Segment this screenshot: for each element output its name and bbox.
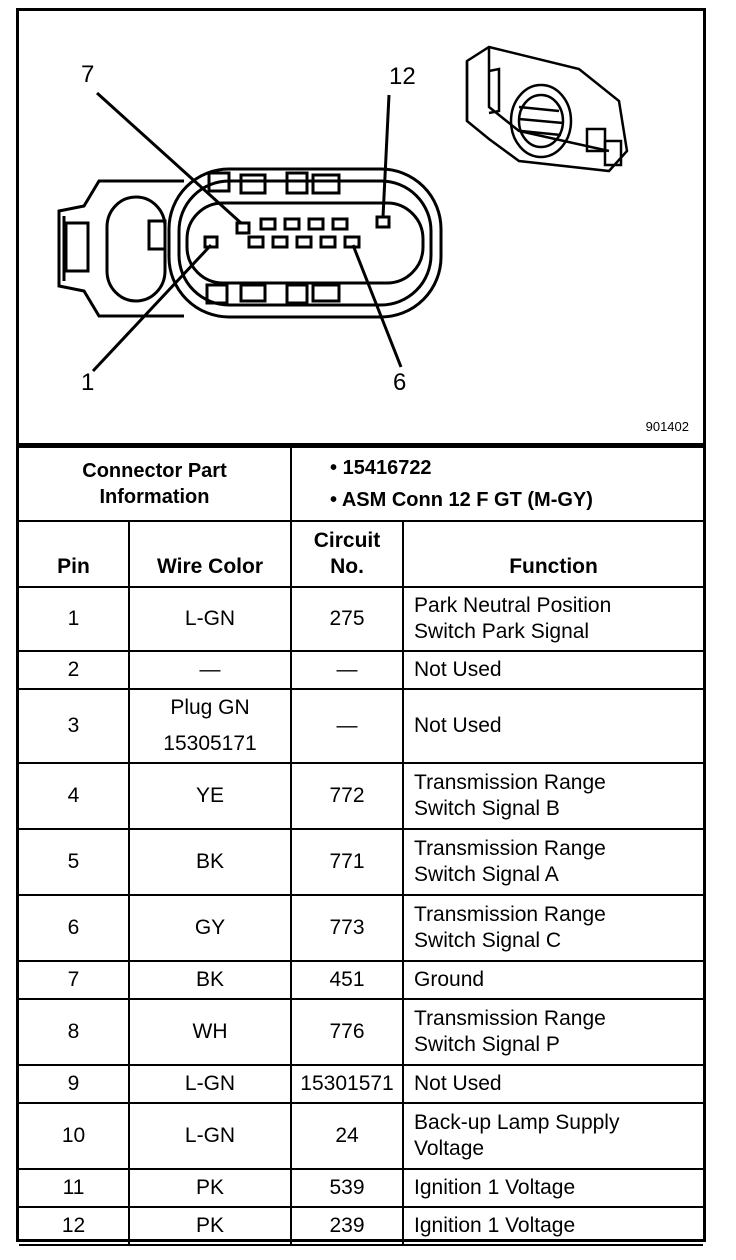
function-cell: [403, 1103, 703, 1169]
function-line-1: Not Used: [414, 658, 502, 681]
circuit-cell: 773: [291, 895, 403, 961]
header-wire-color: Wire Color: [129, 521, 291, 587]
wire-color-value: PK: [196, 1176, 225, 1199]
function-line-1: Park Neutral Position: [414, 594, 612, 617]
wire-color-cell: [129, 1207, 291, 1245]
function-line-2: Switch Signal C: [414, 929, 562, 952]
pin-cell: 4: [19, 763, 129, 829]
connector-sheet: [16, 8, 706, 1242]
connector-drawing: [19, 11, 703, 443]
table-row: [19, 999, 703, 1065]
wire-color-cell: [129, 689, 291, 763]
circuit-cell: 451: [291, 961, 403, 999]
connector-description: • ASM Conn 12 F GT (M-GY): [330, 489, 593, 511]
connector-figure: [19, 11, 703, 446]
function-line-1: Not Used: [414, 714, 502, 737]
pin-cell: 7: [19, 961, 129, 999]
part-number: • 15416722: [330, 457, 432, 479]
wire-color-value: BK: [196, 968, 225, 991]
pin-cell: 1: [19, 587, 129, 651]
pin-cavity: [187, 203, 423, 283]
callout-7: 7: [81, 61, 95, 88]
table-row: [19, 1065, 703, 1103]
connector-iso-view: [467, 47, 627, 171]
wire-color-value: PK: [196, 1214, 225, 1237]
wire-color-value: YE: [196, 784, 225, 807]
table-row: [19, 651, 703, 689]
wire-color-value: BK: [196, 850, 225, 873]
function-cell: [403, 651, 703, 689]
pinout-table: [19, 446, 703, 1246]
wire-color-value: L-GN: [184, 1124, 236, 1147]
table-row: [19, 763, 703, 829]
circuit-cell: 539: [291, 1169, 403, 1207]
circuit-cell: 772: [291, 763, 403, 829]
table-row: [19, 689, 703, 763]
wire-color-cell: [129, 1169, 291, 1207]
pin-cell: 11: [19, 1169, 129, 1207]
table-row: [19, 1207, 703, 1245]
connector-info-row: [19, 447, 703, 521]
wire-color-cell: [129, 1065, 291, 1103]
wire-color-cell: [129, 651, 291, 689]
function-line-1: Transmission Range: [414, 1007, 606, 1030]
function-cell: [403, 763, 703, 829]
wire-color-cell: [129, 763, 291, 829]
header-circuit: [291, 521, 403, 587]
function-cell: [403, 689, 703, 763]
function-line-2: Switch Park Signal: [414, 620, 590, 643]
header-circuit-l2: No.: [330, 555, 364, 578]
pin-cell: 3: [19, 689, 129, 763]
connector-info-values: [291, 447, 703, 521]
function-line-1: Transmission Range: [414, 903, 606, 926]
header-row: [19, 521, 703, 587]
leader-12: [383, 95, 389, 217]
wire-color-value: —: [199, 658, 221, 681]
wire-color-value: GY: [194, 916, 226, 939]
function-line-1: Back-up Lamp Supply: [414, 1111, 620, 1134]
table-row: [19, 587, 703, 651]
pin-cell: 6: [19, 895, 129, 961]
function-line-2: Switch Signal A: [414, 863, 559, 886]
function-line-1: Transmission Range: [414, 837, 606, 860]
header-function: Function: [403, 521, 703, 587]
function-cell: [403, 999, 703, 1065]
table-row: [19, 895, 703, 961]
pin-cell: 2: [19, 651, 129, 689]
table-row: [19, 961, 703, 999]
pin-cell: 10: [19, 1103, 129, 1169]
function-cell: [403, 1169, 703, 1207]
figure-id: 901402: [645, 419, 689, 434]
function-cell: [403, 895, 703, 961]
function-line-2: Switch Signal P: [414, 1033, 560, 1056]
function-cell: [403, 1207, 703, 1245]
function-line-2: Switch Signal B: [414, 797, 560, 820]
leader-1: [93, 245, 211, 371]
function-cell: [403, 1065, 703, 1103]
callout-1: 1: [81, 369, 95, 396]
circuit-cell: 776: [291, 999, 403, 1065]
wire-color-value: L-GN: [184, 1072, 236, 1095]
callout-12: 12: [389, 63, 416, 90]
connector-info-title: Connector Part Information: [19, 447, 291, 521]
wire-color-cell: [129, 1103, 291, 1169]
circuit-cell: 239: [291, 1207, 403, 1245]
table-row: [19, 1169, 703, 1207]
table-row: [19, 829, 703, 895]
function-line-2: Voltage: [414, 1137, 485, 1160]
function-line-1: Transmission Range: [414, 771, 606, 794]
wire-color-cell: [129, 895, 291, 961]
wire-color-cell: [129, 829, 291, 895]
wire-color-value: L-GN: [184, 607, 236, 630]
latch-tab: [66, 223, 88, 271]
wire-color-value: WH: [192, 1020, 228, 1043]
wire-color-value: Plug GN: [170, 696, 250, 719]
wire-color-part: 15305171: [163, 732, 257, 755]
header-pin: Pin: [19, 521, 129, 587]
function-cell: [403, 587, 703, 651]
header-circuit-l1: Circuit: [313, 529, 381, 552]
function-cell: [403, 961, 703, 999]
pin-cell: 5: [19, 829, 129, 895]
function-cell: [403, 829, 703, 895]
pin-cell: 9: [19, 1065, 129, 1103]
function-line-1: Not Used: [414, 1072, 502, 1095]
circuit-cell: 275: [291, 587, 403, 651]
wire-color-cell: [129, 587, 291, 651]
function-line-1: Ignition 1 Voltage: [414, 1214, 576, 1237]
callout-6: 6: [393, 369, 407, 396]
circuit-cell: 24: [291, 1103, 403, 1169]
function-line-1: Ignition 1 Voltage: [414, 1176, 576, 1199]
wire-color-cell: [129, 961, 291, 999]
function-line-1: Ground: [414, 968, 485, 991]
wire-color-cell: [129, 999, 291, 1065]
circuit-cell: —: [291, 651, 403, 689]
circuit-cell: 15301571: [291, 1065, 403, 1103]
pin-cell: 12: [19, 1207, 129, 1245]
table-row: [19, 1103, 703, 1169]
pin-cell: 8: [19, 999, 129, 1065]
circuit-cell: 771: [291, 829, 403, 895]
circuit-cell: —: [291, 689, 403, 763]
